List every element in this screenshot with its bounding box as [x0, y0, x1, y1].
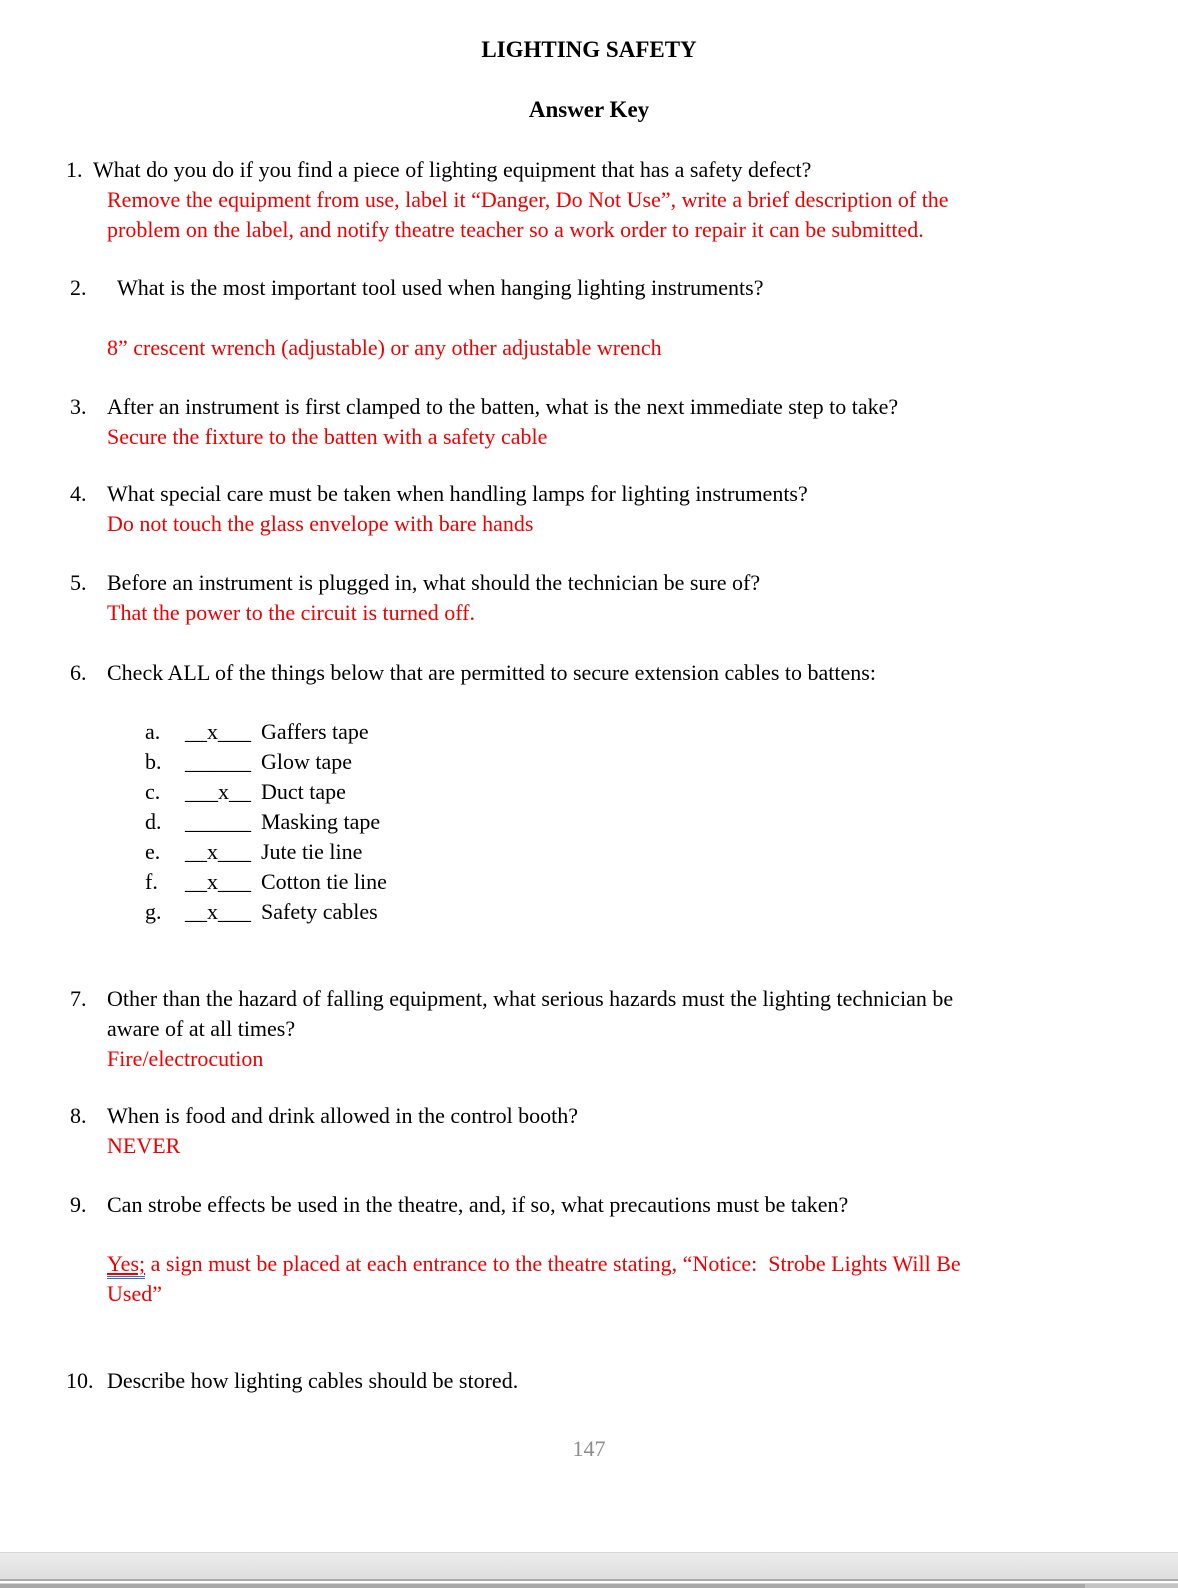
checklist-item-e-letter: e. [145, 839, 161, 864]
question-9-answer-line-1 [107, 1249, 1178, 1279]
checklist-item-g-label: Safety cables [261, 899, 378, 924]
question-4-row [70, 479, 1178, 509]
horizontal-scrollbar-thumb[interactable] [0, 1584, 1085, 1588]
question-4-text: What special care must be taken when handling lamps for lighting instruments? [107, 481, 808, 506]
question-9 [0, 1190, 1178, 1309]
checklist-item-e-blank: __x___ [185, 839, 251, 864]
checklist-item-a-label: Gaffers tape [261, 719, 369, 744]
question-6-checklist [145, 717, 1178, 927]
question-9-text: Can strobe effects be used in the theatre, and, if so, what precautions must be taken? [107, 1192, 849, 1217]
checklist-item-a-letter: a. [145, 719, 161, 744]
checklist-item-c [145, 777, 1178, 807]
question-2-number: 2. [70, 275, 87, 300]
question-2-text: What is the most important tool used when hanging lighting instruments? [117, 275, 764, 300]
question-1-answer-line-1: Remove the equipment from use, label it “Danger, Do Not Use”, write a brief description of the [107, 187, 949, 212]
question-10-text: Describe how lighting cables should be stored. [107, 1368, 519, 1393]
checklist-item-d-label: Masking tape [261, 809, 381, 834]
checklist-item-b [145, 747, 1178, 777]
question-5-answer: That the power to the circuit is turned off. [107, 600, 475, 625]
viewer-footer-bar [0, 1552, 1178, 1581]
question-7-row [70, 984, 1178, 1044]
checklist-item-g-letter: g. [145, 899, 162, 924]
question-8 [0, 1101, 1178, 1161]
checklist-item-b-blank: ______ [185, 749, 251, 774]
question-1-text: What do you do if you find a piece of lighting equipment that has a safety defect? [93, 157, 812, 182]
checklist-item-d [145, 807, 1178, 837]
question-8-text: When is food and drink allowed in the control booth? [107, 1103, 579, 1128]
checklist-item-f-letter: f. [145, 869, 158, 894]
question-1-number: 1. [66, 157, 83, 182]
checklist-item-d-letter: d. [145, 809, 162, 834]
question-3-answer: Secure the fixture to the batten with a safety cable [107, 424, 548, 449]
question-7-text [107, 984, 1178, 1044]
question-9-number: 9. [70, 1192, 87, 1217]
question-5-row [70, 568, 1178, 598]
grammar-underlined-word: Yes; [107, 1251, 145, 1279]
question-4-number: 4. [70, 481, 87, 506]
question-6-row [70, 658, 1178, 688]
question-10-row [66, 1366, 1178, 1396]
checklist-item-a [145, 717, 1178, 747]
question-9-answer-line-1-rest: a sign must be placed at each entrance to the theatre stating, “Notice: Strobe Lights Will Be [145, 1251, 961, 1276]
question-1-answer [107, 185, 1178, 245]
checklist-item-c-label: Duct tape [261, 779, 346, 804]
document-subtitle: Answer Key [528, 97, 650, 122]
checklist-item-g-blank: __x___ [185, 899, 251, 924]
question-5-text: Before an instrument is plugged in, what should the technician be sure of? [107, 570, 761, 595]
question-10-number: 10. [66, 1368, 94, 1393]
question-6-number: 6. [70, 660, 87, 685]
checklist-item-f [145, 867, 1178, 897]
question-4 [0, 479, 1178, 539]
horizontal-scrollbar-track[interactable] [0, 1584, 1178, 1588]
question-7-text-line-2: aware of at all times? [107, 1016, 296, 1041]
question-9-answer [107, 1249, 1178, 1309]
question-6 [0, 658, 1178, 688]
question-7 [0, 984, 1178, 1074]
page-number: 147 [572, 1436, 606, 1461]
checklist-item-b-label: Glow tape [261, 749, 353, 774]
question-8-answer: NEVER [107, 1133, 181, 1158]
question-5-number: 5. [70, 570, 87, 595]
checklist-item-c-blank: ___x__ [185, 779, 251, 804]
question-4-answer: Do not touch the glass envelope with bare hands [107, 511, 534, 536]
checklist-item-e-label: Jute tie line [261, 839, 363, 864]
question-7-number: 7. [70, 986, 87, 1011]
question-8-number: 8. [70, 1103, 87, 1128]
question-2 [0, 273, 1178, 363]
question-3-row [70, 392, 1178, 422]
checklist-item-b-letter: b. [145, 749, 162, 774]
question-3-number: 3. [70, 394, 87, 419]
question-2-answer: 8” crescent wrench (adjustable) or any other adjustable wrench [107, 335, 662, 360]
question-7-text-line-1: Other than the hazard of falling equipment, what serious hazards must the lighting technician be [107, 986, 954, 1011]
document-title: LIGHTING SAFETY [481, 37, 697, 62]
question-1-answer-line-2: problem on the label, and notify theatre teacher so a work order to repair it can be submitted. [107, 217, 924, 242]
checklist-item-d-blank: ______ [185, 809, 251, 834]
checklist-item-f-blank: __x___ [185, 869, 251, 894]
checklist-item-a-blank: __x___ [185, 719, 251, 744]
question-10 [0, 1366, 1178, 1396]
checklist-item-e [145, 837, 1178, 867]
question-1-row [66, 155, 1178, 185]
question-9-row [70, 1190, 1178, 1220]
question-3-text: After an instrument is first clamped to the batten, what is the next immediate step to take? [107, 394, 899, 419]
checklist-item-f-label: Cotton tie line [261, 869, 387, 894]
question-5 [0, 568, 1178, 628]
question-8-row [70, 1101, 1178, 1131]
question-1 [0, 155, 1178, 245]
checklist-item-c-letter: c. [145, 779, 161, 804]
question-7-answer: Fire/electrocution [107, 1046, 264, 1071]
question-6-text: Check ALL of the things below that are permitted to secure extension cables to battens: [107, 660, 876, 685]
question-3 [0, 392, 1178, 452]
question-2-row [70, 273, 1178, 303]
question-9-answer-line-2: Used” [107, 1281, 162, 1306]
checklist-item-g [145, 897, 1178, 927]
